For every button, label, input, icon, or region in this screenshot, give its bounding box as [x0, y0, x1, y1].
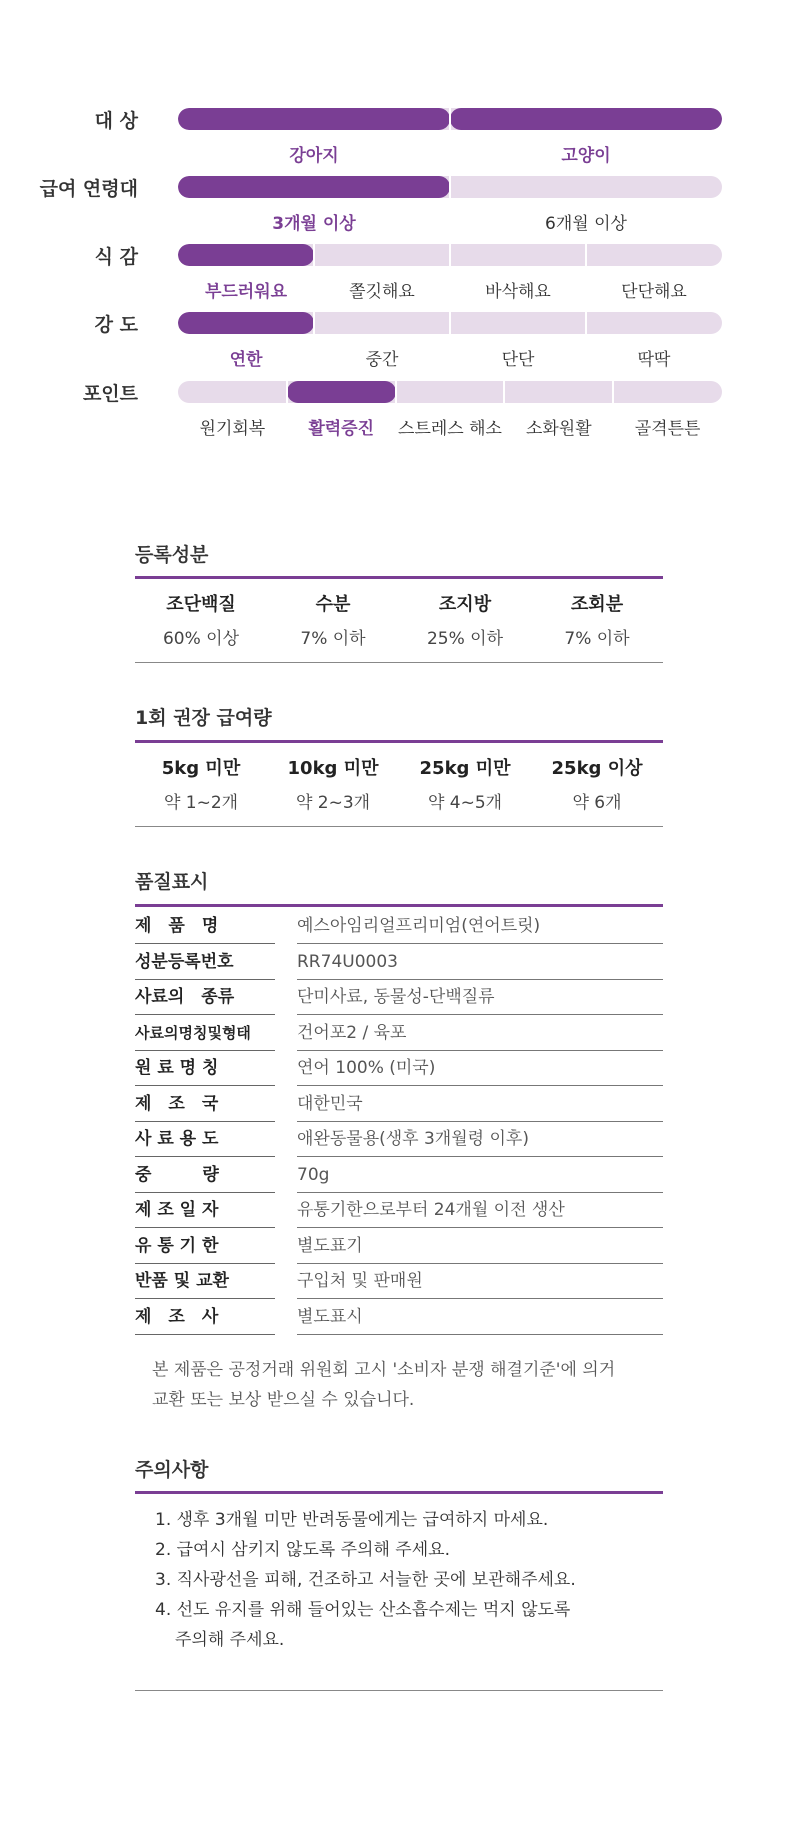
quality-row [135, 1016, 663, 1051]
quality-row-value: 단미사료, 동물성-단백질류 [297, 987, 495, 1007]
quality-row-value-rule [297, 1334, 663, 1335]
table-header-cell: 5kg 미만 [161, 758, 241, 779]
quality-top-rule [135, 904, 663, 907]
attribute-option: 활력증진 [308, 419, 375, 439]
attribute-bar-divider [395, 381, 397, 403]
attribute-bar-fill [178, 244, 314, 266]
attribute-option: 고양이 [561, 146, 611, 166]
quality-row [135, 1158, 663, 1193]
quality-note [152, 1355, 672, 1415]
quality-row-value: 예스아임리얼프리미엄(연어트릿) [297, 916, 541, 936]
table-header-cell: 조단백질 [166, 594, 236, 615]
attribute-label: 강 도 [94, 314, 138, 336]
table-header-cell: 조회분 [570, 594, 624, 615]
attribute-bar [178, 381, 722, 403]
attribute-bar [178, 108, 722, 130]
quality-note-line2: 교환 또는 보상 받으실 수 있습니다. [152, 1390, 415, 1410]
quality-row-key: 중 량 [135, 1164, 219, 1185]
attribute-option: 연한 [229, 350, 263, 370]
caution-item: 2. 급여시 삼키지 않도록 주의해 주세요. [155, 1540, 450, 1560]
quality-row-key: 제 품 명 [135, 916, 219, 936]
attribute-bar-divider [585, 312, 587, 334]
quality-row [135, 909, 663, 944]
attribute-option: 강아지 [289, 146, 339, 166]
attribute-option: 딱딱 [637, 350, 671, 370]
caution-bottom-rule [135, 1690, 663, 1691]
table-header-cell: 25kg 미만 [419, 758, 511, 779]
quality-row-value: 별도표기 [297, 1235, 363, 1256]
attribute-bar [178, 312, 722, 334]
feeding-section-title: 1회 권장 급여량 [135, 707, 272, 729]
table-value-cell: 약 1~2개 [163, 793, 239, 813]
quality-row-value: 70g [297, 1164, 330, 1185]
table-value-cell: 약 6개 [572, 793, 622, 813]
attribute-option: 부드러워요 [204, 282, 288, 302]
attribute-bar-divider [313, 244, 315, 266]
table-header-cell: 10kg 미만 [287, 758, 379, 779]
quality-row [135, 980, 663, 1015]
table-header-cell: 조지방 [438, 594, 492, 615]
quality-row [135, 1051, 663, 1086]
attribute-bar-fill [178, 176, 450, 198]
attribute-option: 바삭해요 [485, 282, 551, 302]
attribute-option: 단단해요 [621, 282, 687, 302]
attribute-option: 원기회복 [199, 419, 266, 439]
attribute-bar-divider [503, 381, 505, 403]
attribute-label: 포인트 [82, 383, 138, 405]
quality-row-value: 애완동물용(생후 3개월령 이후) [297, 1129, 529, 1149]
quality-row-key: 사 료 용 도 [135, 1129, 219, 1149]
caution-item-continuation: 주의해 주세요. [175, 1630, 285, 1650]
table-value-cell: 60% 이상 [162, 629, 240, 649]
quality-row [135, 1229, 663, 1264]
attribute-bar [178, 176, 722, 198]
quality-row-value: 별도표시 [297, 1306, 363, 1327]
table-header-cell: 25kg 이상 [551, 758, 643, 779]
attribute-option: 스트레스 해소 [398, 419, 502, 439]
attribute-bar-divider [286, 381, 288, 403]
table-value-cell: 약 4~5개 [427, 793, 503, 813]
feeding-bottom-rule [135, 826, 663, 827]
attribute-label: 대 상 [94, 110, 138, 132]
ingredients-section-title: 등록성분 [135, 544, 209, 566]
quality-row-value: 유통기한으로부터 24개월 이전 생산 [297, 1200, 565, 1220]
attribute-bar [178, 244, 722, 266]
attribute-option: 단단 [501, 350, 535, 370]
quality-row-key: 성분등록번호 [135, 951, 234, 972]
feeding-top-rule [135, 740, 663, 743]
quality-row-value: 연어 100% (미국) [297, 1058, 436, 1078]
quality-section-title: 품질표시 [135, 871, 209, 893]
ingredients-bottom-rule [135, 662, 663, 663]
attribute-bar-divider [449, 312, 451, 334]
quality-row-key: 제 조 국 [135, 1093, 219, 1114]
attribute-bar-divider [449, 108, 451, 130]
attribute-bar-divider [449, 244, 451, 266]
attribute-option: 소화원활 [525, 419, 592, 439]
quality-row [135, 945, 663, 980]
table-value-cell: 7% 이하 [300, 629, 366, 649]
table-header-cell: 수분 [315, 594, 351, 615]
caution-section-title: 주의사항 [135, 1459, 209, 1481]
table-value-cell: 25% 이하 [426, 629, 504, 649]
table-value-cell: 7% 이하 [564, 629, 630, 649]
attribute-bar-divider [313, 312, 315, 334]
attribute-bar-fill [287, 381, 396, 403]
attribute-bar-fill [450, 108, 722, 130]
attribute-bar-divider [449, 176, 451, 198]
attribute-bar-fill [178, 312, 314, 334]
attribute-label: 급여 연령대 [39, 178, 138, 200]
caution-item: 4. 선도 유지를 위해 들어있는 산소흡수제는 먹지 않도록 [155, 1600, 571, 1620]
attribute-option: 쫄깃해요 [349, 282, 415, 302]
quality-row [135, 1264, 663, 1299]
quality-row [135, 1300, 663, 1335]
attribute-option: 6개월 이상 [545, 214, 627, 234]
attribute-bar-fill [178, 108, 450, 130]
attribute-bar-divider [585, 244, 587, 266]
attribute-option: 골격튼튼 [634, 419, 701, 439]
ingredients-top-rule [135, 576, 663, 579]
quality-row-value: RR74U0003 [297, 951, 398, 972]
quality-row [135, 1122, 663, 1157]
quality-row-key: 제 조 사 [135, 1306, 219, 1327]
attribute-label: 식 감 [94, 246, 138, 268]
quality-row-key: 유 통 기 한 [135, 1235, 219, 1256]
caution-top-rule [135, 1491, 663, 1494]
attribute-option: 중간 [365, 350, 399, 370]
quality-row-value: 대한민국 [297, 1093, 363, 1114]
table-value-cell: 약 2~3개 [295, 793, 371, 813]
caution-list [155, 1505, 675, 1655]
caution-item: 1. 생후 3개월 미만 반려동물에게는 급여하지 마세요. [155, 1510, 549, 1530]
attribute-option: 3개월 이상 [272, 214, 356, 234]
quality-row-key: 반품 및 교환 [135, 1271, 229, 1291]
quality-row-key: 사료의명칭및형태 [135, 1023, 251, 1042]
quality-row-key: 제 조 일 자 [135, 1200, 219, 1220]
quality-row-value: 구입처 및 판매원 [297, 1271, 423, 1291]
quality-row [135, 1193, 663, 1228]
quality-row-key: 사료의 종류 [135, 987, 235, 1007]
quality-row-value: 건어포2 / 육포 [297, 1022, 407, 1043]
caution-item: 3. 직사광선을 피해, 건조하고 서늘한 곳에 보관해주세요. [155, 1570, 576, 1590]
quality-row-key-rule [135, 1334, 275, 1335]
quality-row [135, 1087, 663, 1122]
quality-row-key: 원 료 명 칭 [135, 1058, 219, 1078]
quality-note-line1: 본 제품은 공정거래 위원회 고시 '소비자 분쟁 해결기준'에 의거 [152, 1360, 616, 1380]
attribute-bar-divider [612, 381, 614, 403]
